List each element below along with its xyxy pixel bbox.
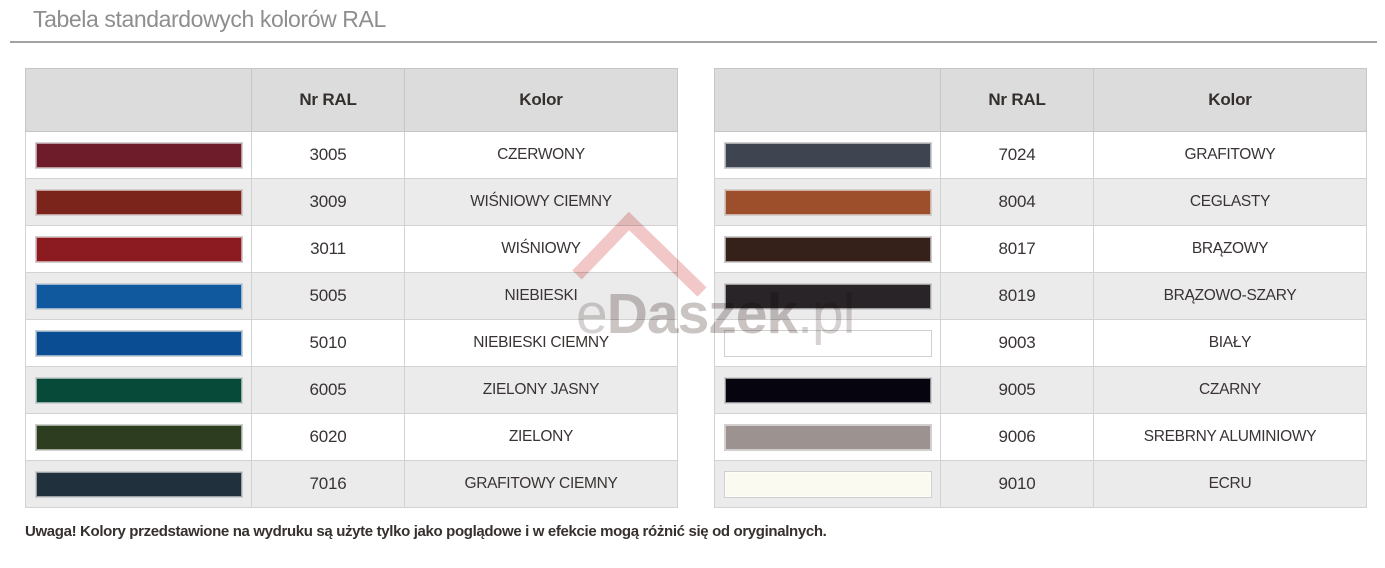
col-kolor: Kolor (405, 69, 678, 132)
ral-number: 7016 (252, 461, 405, 508)
color-swatch (35, 330, 243, 357)
ral-number: 3009 (252, 179, 405, 226)
watermark-suffix: .pl (797, 282, 855, 346)
ral-number: 6005 (252, 367, 405, 414)
footer-note: Uwaga! Kolory przedstawione na wydruku są użyte tylko jako poglądowe i w efekcie mogą różnić się od oryginalnych. (25, 523, 827, 540)
ral-number: 9005 (941, 367, 1094, 414)
table-row (715, 414, 1367, 461)
ral-number: 3011 (252, 226, 405, 273)
table-row (715, 320, 1367, 367)
header-row (26, 69, 678, 132)
color-name: BRĄZOWY (1094, 226, 1367, 273)
color-swatch (35, 471, 243, 498)
color-name: BRĄZOWO-SZARY (1094, 273, 1367, 320)
color-name: CEGLASTY (1094, 179, 1367, 226)
ral-number: 8004 (941, 179, 1094, 226)
table-row (26, 226, 678, 273)
swatch-cell (26, 226, 252, 273)
ral-number: 6020 (252, 414, 405, 461)
col-nr-ral: Nr RAL (941, 69, 1094, 132)
color-name: SREBRNY ALUMINIOWY (1094, 414, 1367, 461)
ral-number: 8019 (941, 273, 1094, 320)
color-swatch (35, 424, 243, 451)
table-row (26, 414, 678, 461)
color-swatch (35, 189, 243, 216)
swatch-cell (715, 461, 941, 508)
swatch-cell (715, 273, 941, 320)
table-row (26, 461, 678, 508)
color-name: CZERWONY (405, 132, 678, 179)
color-swatch (724, 236, 932, 263)
swatch-cell (715, 320, 941, 367)
ral-number: 9006 (941, 414, 1094, 461)
header-row (715, 69, 1367, 132)
ral-number: 9010 (941, 461, 1094, 508)
table-row (715, 273, 1367, 320)
color-name: GRAFITOWY (1094, 132, 1367, 179)
color-swatch (724, 377, 932, 404)
col-kolor: Kolor (1094, 69, 1367, 132)
color-name: ECRU (1094, 461, 1367, 508)
ral-table-right (714, 68, 1367, 508)
ral-table-left (25, 68, 678, 508)
swatch-cell (26, 414, 252, 461)
color-swatch (724, 424, 932, 451)
swatch-column-header (715, 69, 941, 132)
color-name: WIŚNIOWY CIEMNY (405, 179, 678, 226)
watermark-brand: Daszek (606, 282, 798, 346)
color-name: NIEBIESKI CIEMNY (405, 320, 678, 367)
color-swatch (724, 283, 932, 310)
color-name: WIŚNIOWY (405, 226, 678, 273)
color-swatch (724, 471, 932, 498)
color-swatch (35, 142, 243, 169)
ral-number: 9003 (941, 320, 1094, 367)
ral-number: 7024 (941, 132, 1094, 179)
swatch-column-header (26, 69, 252, 132)
color-swatch (35, 283, 243, 310)
table-row (26, 179, 678, 226)
swatch-cell (26, 367, 252, 414)
color-swatch (724, 330, 932, 357)
table-row (715, 367, 1367, 414)
color-name: NIEBIESKI (405, 273, 678, 320)
swatch-cell (715, 132, 941, 179)
table-row (26, 273, 678, 320)
table-row (26, 132, 678, 179)
swatch-cell (26, 132, 252, 179)
color-swatch (35, 377, 243, 404)
ral-number: 5005 (252, 273, 405, 320)
ral-tables (25, 68, 1367, 508)
table-row (715, 226, 1367, 273)
color-swatch (724, 142, 932, 169)
ral-number: 8017 (941, 226, 1094, 273)
swatch-cell (26, 320, 252, 367)
swatch-cell (26, 273, 252, 320)
swatch-cell (26, 179, 252, 226)
swatch-cell (715, 367, 941, 414)
swatch-cell (715, 226, 941, 273)
color-swatch (724, 189, 932, 216)
watermark-prefix: e (576, 282, 607, 346)
color-name: ZIELONY (405, 414, 678, 461)
swatch-cell (715, 179, 941, 226)
swatch-cell (26, 461, 252, 508)
ral-number: 5010 (252, 320, 405, 367)
title-underline (10, 41, 1377, 43)
table-row (26, 367, 678, 414)
color-name: GRAFITOWY CIEMNY (405, 461, 678, 508)
color-name: BIAŁY (1094, 320, 1367, 367)
table-row (715, 132, 1367, 179)
color-name: ZIELONY JASNY (405, 367, 678, 414)
table-row (26, 320, 678, 367)
table-row (715, 461, 1367, 508)
ral-number: 3005 (252, 132, 405, 179)
col-nr-ral: Nr RAL (252, 69, 405, 132)
color-name: CZARNY (1094, 367, 1367, 414)
swatch-cell (715, 414, 941, 461)
table-row (715, 179, 1367, 226)
page-title: Tabela standardowych kolorów RAL (33, 6, 386, 32)
color-swatch (35, 236, 243, 263)
